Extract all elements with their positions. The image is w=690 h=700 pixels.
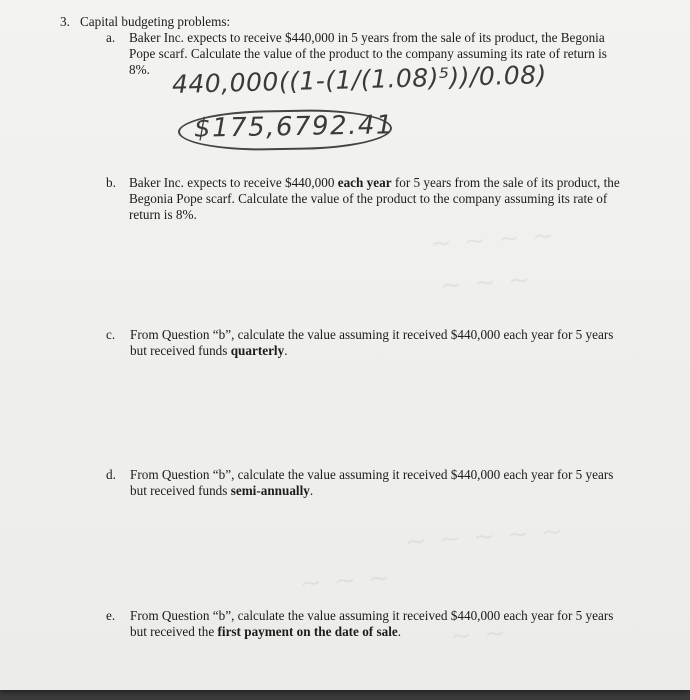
part-b-line (129, 175, 649, 191)
part-b-text-segment: for 5 years from the sale of its product, the (391, 175, 620, 190)
part-a-line: Baker Inc. expects to receive $440,000 in 5 years from the sale of its product, the Begonia (129, 30, 605, 45)
part-c-label: c. (106, 327, 116, 342)
part-e-emphasis: first payment on the date of sale (217, 624, 398, 639)
part-c-text-segment: but received funds (130, 343, 231, 358)
part-e-text-segment: but received the (130, 624, 218, 639)
part-c-line (130, 343, 650, 359)
question-number: 3. (60, 14, 70, 29)
bleed-through-mark: ~ ~ ~ ~ ~ (404, 516, 566, 558)
part-d-label: d. (106, 467, 116, 482)
part-a-line: 8%. (129, 62, 150, 77)
bleed-through-mark: ~ ~ ~ ~ (429, 220, 557, 260)
part-e-text (130, 608, 650, 640)
part-e-line (130, 624, 650, 640)
part-c-text-segment: . (284, 343, 288, 358)
part-c-emphasis: quarterly (230, 343, 285, 358)
part-a-line: Pope scarf. Calculate the value of the product to the company assuming its rate of return is (129, 46, 607, 61)
part-a-label: a. (106, 30, 116, 45)
part-e-text-segment: . (397, 624, 402, 639)
question-title: Capital budgeting problems: (80, 14, 231, 29)
part-e-line: From Question “b”, calculate the value assuming it received $440,000 each year for 5 years (130, 608, 614, 623)
part-d-line (130, 483, 650, 499)
part-d-emphasis: semi-annually (230, 483, 310, 498)
part-b-text-segment: Baker Inc. expects to receive $440,000 (129, 175, 338, 190)
part-d-line: From Question “b”, calculate the value assuming it received $440,000 each year for 5 years (130, 467, 614, 482)
part-b-line: return is 8%. (129, 207, 197, 222)
part-b-emphasis: each year (337, 175, 392, 190)
part-b-label: b. (106, 175, 116, 190)
handwritten-formula: 440,000((1-(1/(1.08)⁵))/0.08) (171, 60, 548, 99)
part-c-line: From Question “b”, calculate the value assuming it received $440,000 each year for 5 years (130, 327, 614, 342)
part-b-line: Begonia Pope scarf. Calculate the value of the product to the company assuming its rate of (129, 191, 608, 206)
bleed-through-mark: ~ ~ ~ (439, 264, 533, 302)
part-d-text-segment: . (309, 483, 314, 498)
part-d-text (130, 467, 650, 499)
part-d-text-segment: but received funds (130, 483, 231, 498)
part-b-text (129, 175, 649, 223)
part-c-text (130, 327, 650, 359)
handwritten-answer: $175,6792.41 (193, 110, 395, 144)
bleed-through-mark: ~ ~ ~ (299, 562, 393, 600)
part-e-label: e. (106, 608, 116, 623)
bleed-through-mark: ~ ~ (449, 618, 509, 652)
